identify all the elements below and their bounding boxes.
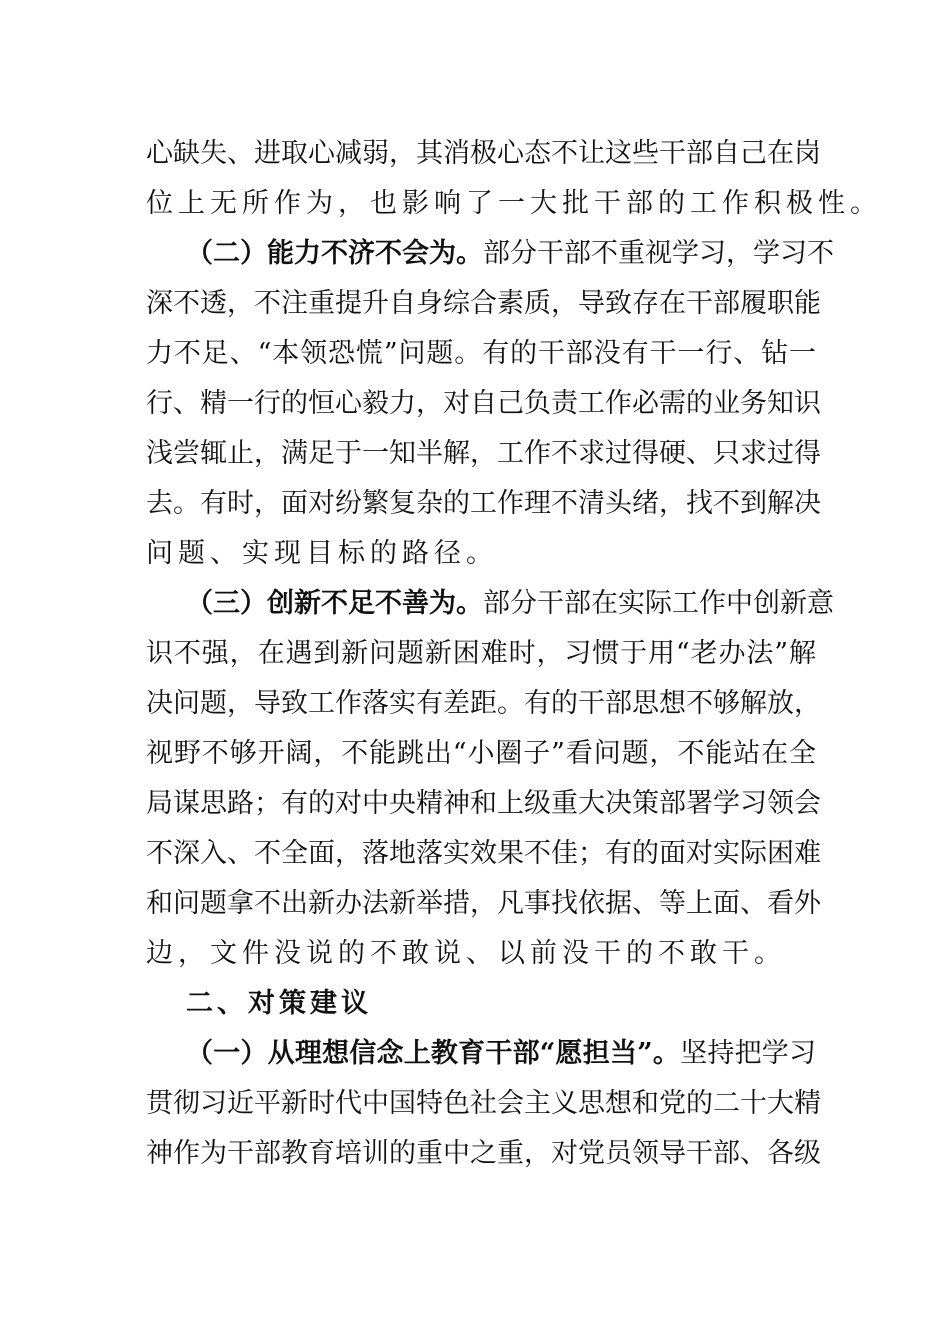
heading-text: 二、对策建议 [186, 988, 372, 1019]
paragraph-line [146, 479, 821, 529]
line-text: 心缺失、进取心减弱，其消极心态不让这些干部自己在岗 [146, 138, 821, 169]
line-text: 决问题，导致工作落实有差距。有的干部思想不够解放， [146, 688, 821, 719]
paragraph-line [146, 279, 821, 329]
section-heading [186, 979, 816, 1029]
line-text: 行、精一行的恒心毅力，对自己负责工作必需的业务知识 [146, 388, 821, 419]
subheading-bold: （二）能力不济不会为。 [186, 238, 483, 269]
paragraph-line [146, 179, 882, 229]
line-text: 部分干部不重视学习，学习不 [483, 238, 834, 269]
section-lead-line [186, 579, 834, 629]
paragraph-line [146, 679, 821, 729]
line-text: 局谋思路；有的对中央精神和上级重大决策部署学习领会 [146, 788, 821, 819]
paragraph-line [146, 779, 821, 829]
line-text: 坚持把学习 [680, 1038, 816, 1069]
paragraph-line [146, 129, 821, 179]
line-text: 和问题拿不出新办法新举措，凡事找依据、等上面、看外 [146, 888, 821, 919]
line-text: 去。有时，面对纷繁复杂的工作理不清头绪，找不到解决 [146, 488, 821, 519]
paragraph-line [146, 829, 821, 879]
section-lead-line [186, 1029, 816, 1079]
line-text: 部分干部在实际工作中创新意 [483, 588, 834, 619]
paragraph-line [146, 379, 821, 429]
line-text: 识不强，在遇到新问题新困难时，习惯于用“老办法”解 [146, 638, 816, 669]
line-text: 贯彻习近平新时代中国特色社会主义思想和党的二十大精 [146, 1088, 821, 1119]
line-text: 视野不够开阔，不能跳出“小圈子”看问题，不能站在全 [146, 738, 816, 769]
paragraph-line [146, 729, 816, 779]
line-text: 力不足、“本领恐慌”问题。有的干部没有干一行、钻一 [146, 338, 816, 369]
section-lead-line [186, 229, 834, 279]
paragraph-line [146, 1129, 821, 1179]
line-text: 深不透，不注重提升自身综合素质，导致存在干部履职能 [146, 288, 821, 319]
paragraph-line [146, 529, 816, 579]
subheading-bold: （一）从理想信念上教育干部“愿担当”。 [186, 1038, 681, 1069]
paragraph-line [146, 429, 821, 479]
line-text: 位上无所作为，也影响了一大批干部的工作积极性。 [146, 188, 882, 219]
line-text: 边，文件没说的不敢说、以前没干的不敢干。 [146, 938, 786, 969]
line-text: 问题、实现目标的路径。 [146, 538, 498, 569]
line-text: 不深入、不全面，落地落实效果不佳；有的面对实际困难 [146, 838, 821, 869]
paragraph-line [146, 329, 816, 379]
paragraph-line [146, 1079, 821, 1129]
subheading-bold: （三）创新不足不善为。 [186, 588, 483, 619]
line-text: 浅尝辄止，满足于一知半解，工作不求过得硬、只求过得 [146, 438, 821, 469]
paragraph-line [146, 929, 816, 979]
paragraph-line [146, 879, 821, 929]
paragraph-line [146, 629, 816, 679]
line-text: 神作为干部教育培训的重中之重，对党员领导干部、各级 [146, 1138, 821, 1169]
